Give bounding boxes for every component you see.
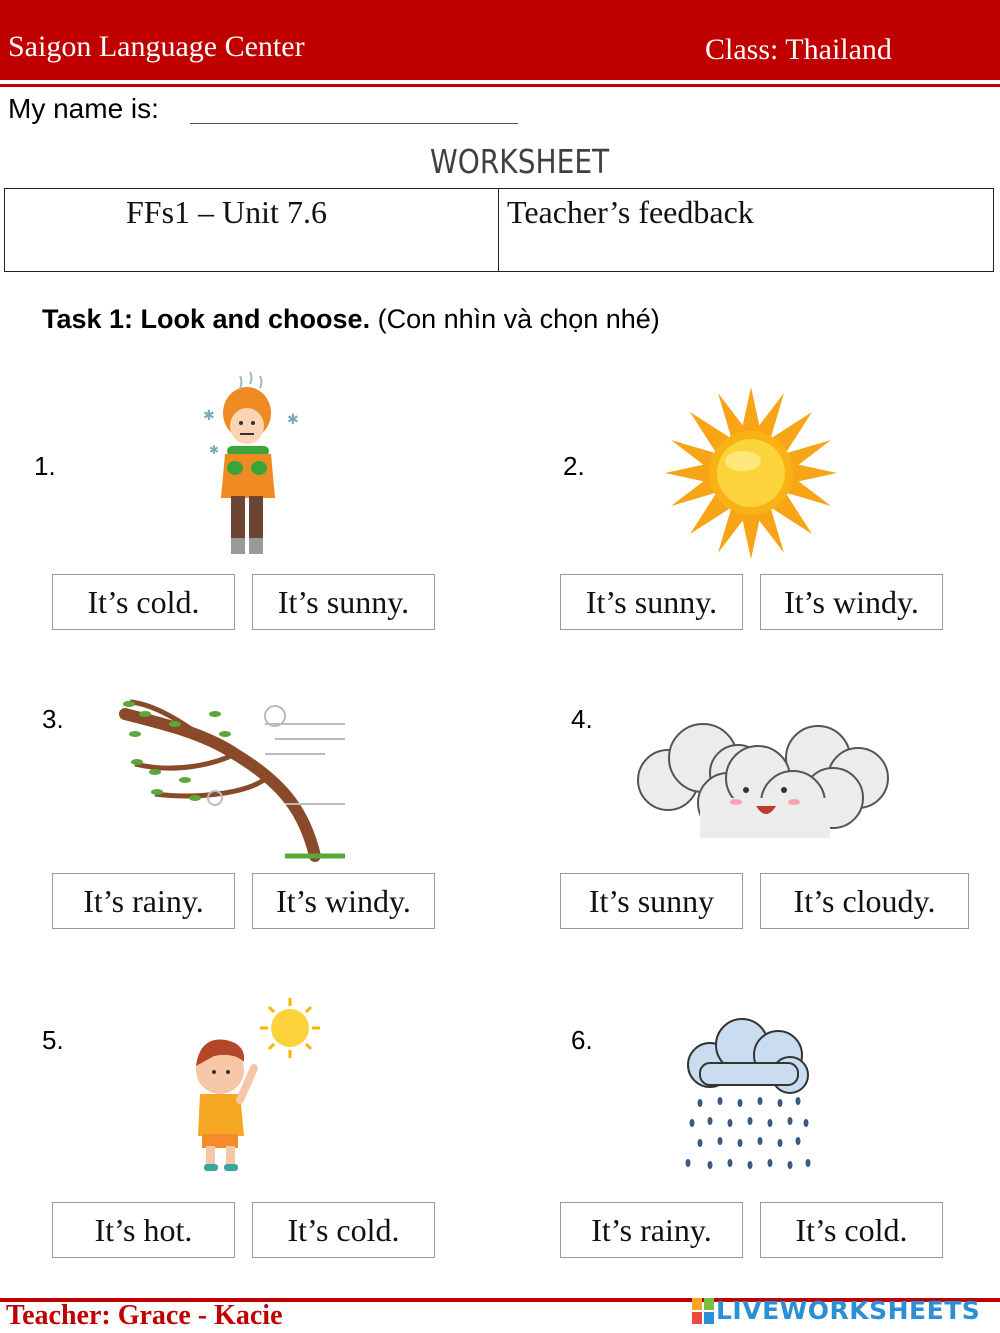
question-number: 1.: [34, 451, 56, 481]
svg-text:✱: ✱: [287, 411, 299, 427]
hot-boy-icon: [190, 996, 322, 1176]
option-button[interactable]: It’s sunny: [560, 873, 743, 929]
task-title-bold: Task 1: Look and choose.: [42, 304, 371, 334]
sun-icon: [664, 386, 838, 560]
option-button[interactable]: It’s windy.: [760, 574, 943, 630]
option-button[interactable]: It’s rainy.: [52, 873, 235, 929]
info-table-divider: [498, 188, 499, 272]
task-subtitle: (Con nhìn và chọn nhé): [377, 304, 660, 334]
rain-cloud-icon: [680, 1015, 814, 1180]
unit-label: FFs1 – Unit 7.6: [126, 194, 327, 230]
question-number: 4.: [571, 704, 593, 734]
option-button[interactable]: It’s windy.: [252, 873, 435, 929]
option-button[interactable]: It’s cold.: [52, 574, 235, 630]
liveworksheets-brand: LIVEWORKSHEETS: [716, 1296, 981, 1325]
feedback-label: Teacher’s feedback: [507, 194, 754, 230]
svg-text:✱: ✱: [209, 443, 220, 457]
class-label: Class: Thailand: [705, 33, 892, 66]
question-number: 6.: [571, 1025, 593, 1055]
task-title: [42, 304, 660, 335]
svg-text:✱: ✱: [203, 407, 215, 423]
question-number: 2.: [563, 451, 585, 481]
liveworksheets-logo-icon: [692, 1298, 714, 1324]
windy-tree-icon: [115, 694, 355, 864]
question-number: 5.: [42, 1025, 64, 1055]
school-name: Saigon Language Center: [8, 30, 305, 63]
clouds-icon: [628, 718, 894, 840]
option-button[interactable]: It’s cold.: [760, 1202, 943, 1258]
option-button[interactable]: It’s hot.: [52, 1202, 235, 1258]
option-button[interactable]: It’s rainy.: [560, 1202, 743, 1258]
option-button[interactable]: It’s sunny.: [252, 574, 435, 630]
cold-child-icon: [195, 368, 305, 558]
teacher-name: Teacher: Grace - Kacie: [6, 1300, 283, 1331]
option-button[interactable]: It’s cloudy.: [760, 873, 969, 929]
header-divider: [0, 84, 1000, 87]
name-prompt: My name is:: [8, 93, 159, 124]
question-number: 3.: [42, 704, 64, 734]
worksheet-title: WORKSHEET: [430, 142, 610, 181]
option-button[interactable]: It’s cold.: [252, 1202, 435, 1258]
name-input-line[interactable]: [190, 123, 518, 124]
option-button[interactable]: It’s sunny.: [560, 574, 743, 630]
